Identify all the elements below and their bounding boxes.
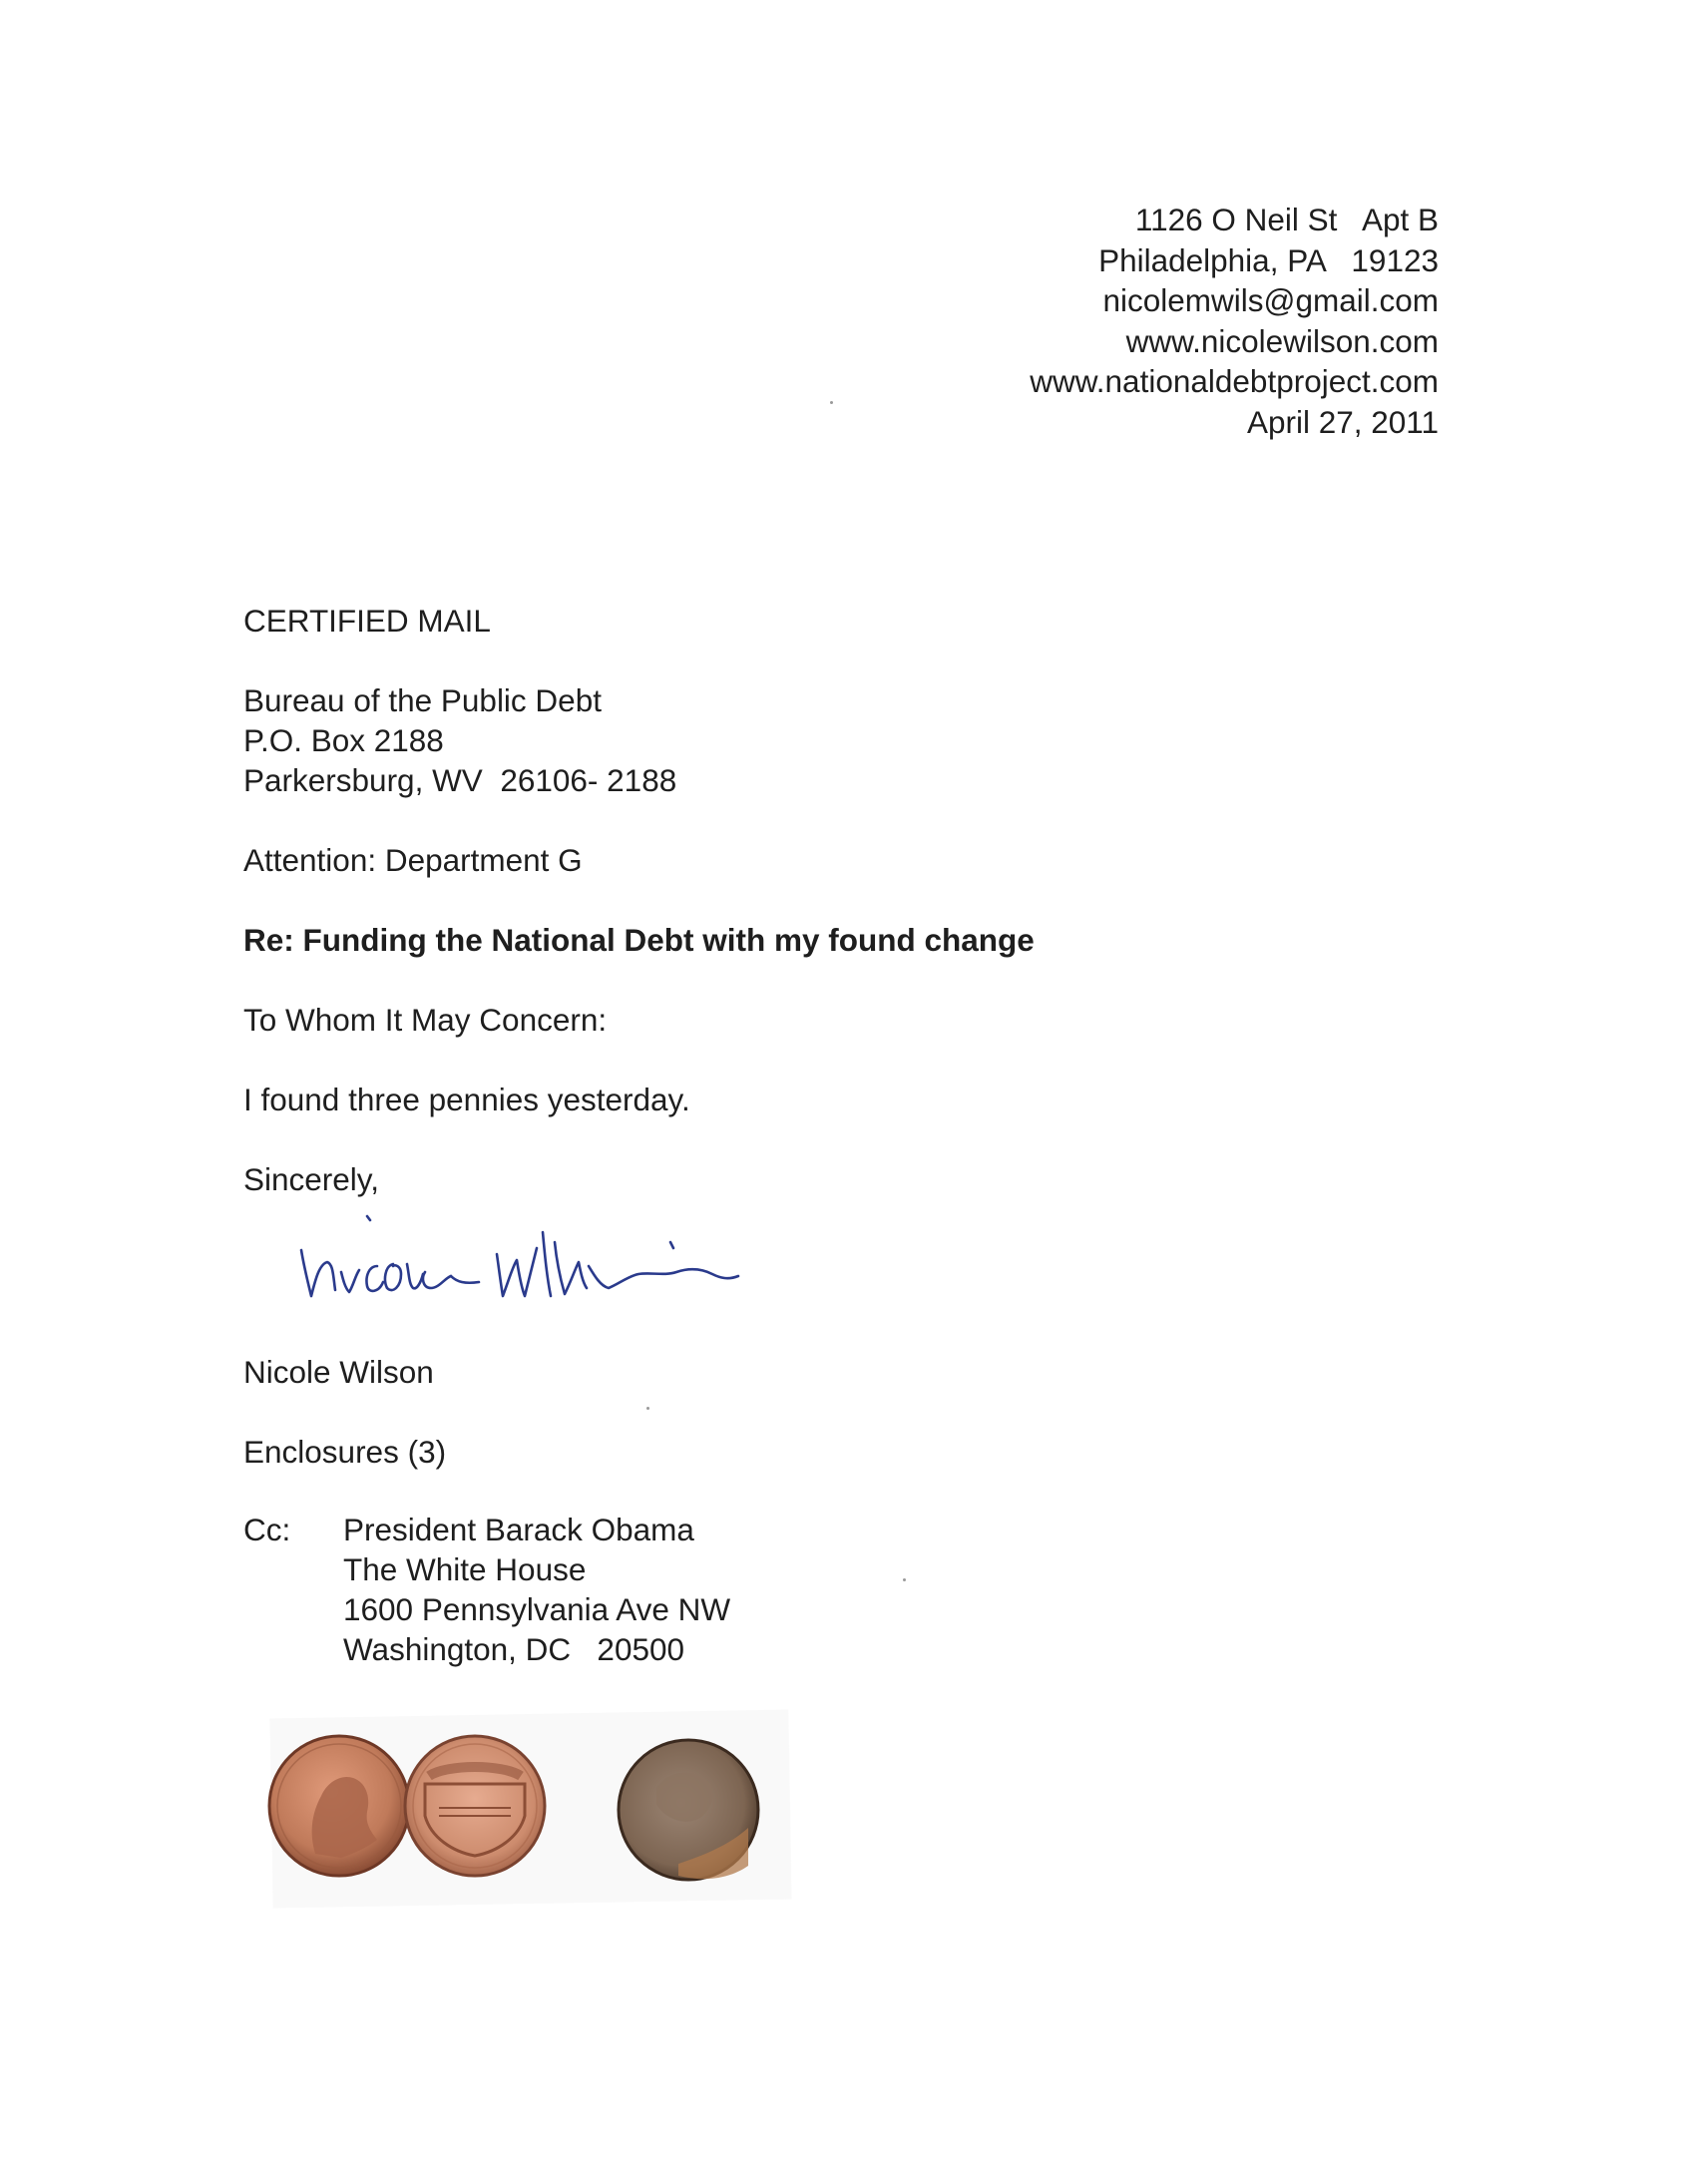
sender-city: Philadelphia, PA 19123	[1098, 241, 1439, 278]
salutation: To Whom It May Concern:	[243, 1002, 608, 1038]
letter-body: I found three pennies yesterday.	[243, 1082, 690, 1117]
enclosed-pennies	[249, 1716, 1147, 1906]
recipient-po-box: P.O. Box 2188	[243, 722, 444, 758]
letter-date: April 27, 2011	[1246, 403, 1439, 440]
cc-street: 1600 Pennsylvania Ave NW	[343, 1591, 731, 1627]
cc-recipient	[343, 1510, 730, 1669]
cc-name: President Barack Obama	[343, 1512, 694, 1547]
handwritten-signature	[289, 1172, 908, 1322]
penny-worn	[619, 1740, 758, 1880]
recipient-city: Parkersburg, WV 26106- 2188	[243, 762, 677, 798]
sender-address	[1030, 200, 1439, 442]
sender-email: nicolemwils@gmail.com	[1102, 282, 1439, 318]
sender-project-website: www.nationaldebtproject.com	[1030, 363, 1439, 399]
enclosures-line: Enclosures (3)	[243, 1434, 447, 1470]
scan-speck	[646, 1407, 649, 1410]
attention-line: Attention: Department G	[243, 842, 583, 878]
scan-speck	[830, 401, 833, 404]
subject-line: Re: Funding the National Debt with my found change	[243, 922, 1035, 958]
cc-label: Cc:	[243, 1512, 291, 1547]
sender-street: 1126 O Neil St Apt B	[1134, 202, 1439, 237]
sender-website: www.nicolewilson.com	[1125, 322, 1439, 359]
penny-reverse-shield	[405, 1736, 545, 1876]
closing: Sincerely,	[243, 1161, 379, 1197]
delivery-method: CERTIFIED MAIL	[243, 603, 491, 639]
recipient-name: Bureau of the Public Debt	[243, 682, 602, 718]
signer-name: Nicole Wilson	[243, 1354, 434, 1390]
cc-organization: The White House	[343, 1551, 587, 1587]
scan-speck	[903, 1578, 906, 1581]
penny-obverse	[269, 1736, 409, 1876]
cc-city: Washington, DC 20500	[343, 1631, 685, 1667]
